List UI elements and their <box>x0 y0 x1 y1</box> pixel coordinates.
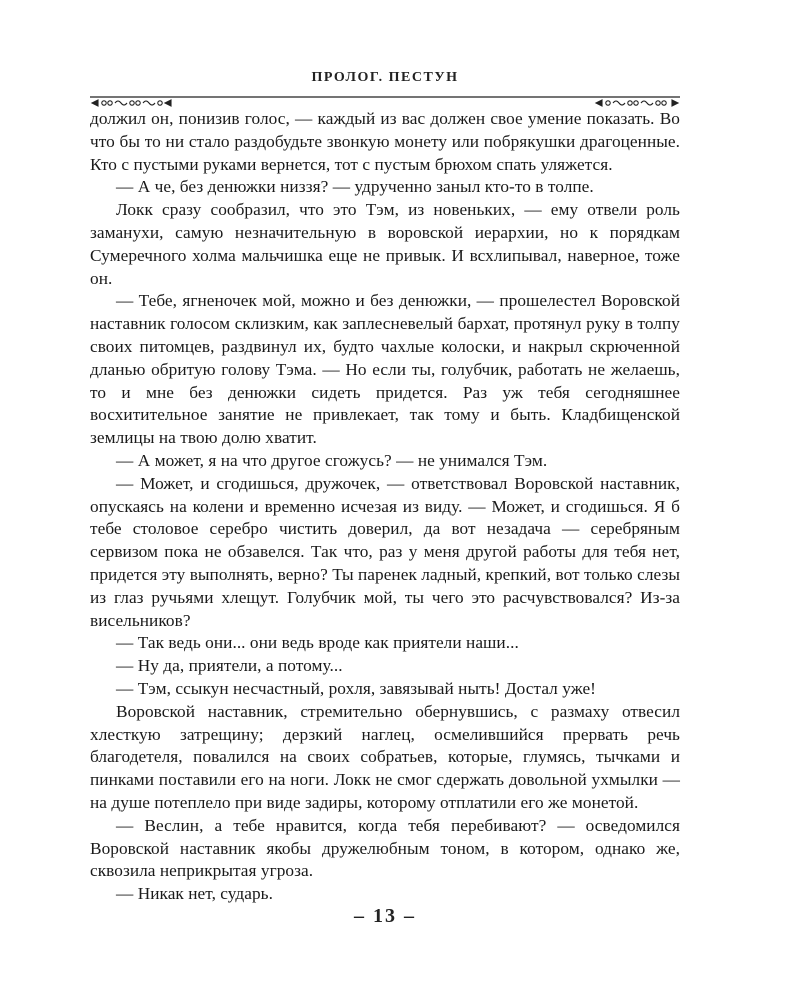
paragraph: — А может, я на что другое сгожусь? — не унимался Тэм. <box>116 450 548 470</box>
paragraph: — Никак нет, сударь. <box>116 884 273 904</box>
paragraph: — Так ведь они... они ведь вроде как приятели наши... <box>116 633 519 653</box>
left-ornament-icon <box>92 100 171 106</box>
paragraph: Воровской наставник, стремительно обернувшись, с размаху отвесил хлесткую затрещину; дерзкий наглец, осмелившийся прервать речь благодетеля, повалился на своих собратьев, которые, глумясь, тычками и пинками поставили его на ноги. Локк не смог сдержать довольной ухмылки — на душе потеплело при виде задиры, которому отплатили его же монетой. <box>90 701 680 812</box>
paragraph: — Ну да, приятели, а потому... <box>116 656 343 676</box>
paragraph: — Тэм, ссыкун несчастный, рохля, завязывай ныть! Достал уже! <box>116 678 596 698</box>
paragraph: — Может, и сгодишься, дружочек, — ответствовал Воровской наставник, опускаясь на колени и временно исчезая из виду. — Может, и сгодишься. Я б тебе столовое серебро чистить доверил, да вот незадача — серебряным сервизом пока не обзавелся. Так что, раз у меня другой работы для тебя нет, придется эту выполнять, верно? Ты паренек ладный, крепкий, вот только слезы из глаз ручьями хлещут. Голубчик мой, ты чего это расчувствовался? Из-за висельников? <box>90 473 680 630</box>
running-header: ПРОЛОГ. ПЕСТУН <box>311 70 459 85</box>
paragraph: — А че, без денюжки низзя? — удрученно заныл кто-то в толпе. <box>116 177 594 197</box>
paragraph: Локк сразу сообразил, что это Тэм, из новеньких, — ему отвели роль заманухи, самую незначительную в воровской иерархии, но к порядкам Сумеречного холма мальчишка еще не привык. И всхлипывал, наверное, тоже он. <box>90 200 680 288</box>
paragraph: — Веслин, а тебе нравится, когда тебя перебивают? — осведомился Воровской наставник якобы дружелюбным тоном, в котором, однако же, сквозила неприкрытая угроза. <box>90 815 680 881</box>
paragraph: должил он, понизив голос, — каждый из вас должен свое умение показать. Во что бы то ни стало раздобудьте звонкую монету или побрякушки драгоценные. Кто с пустыми руками вернется, тот с пустым брюхом спать уляжется. <box>90 109 680 174</box>
body-text <box>90 108 680 906</box>
page-number: – 13 – <box>354 905 416 927</box>
paragraph: — Тебе, ягненочек мой, можно и без денюжки, — прошелестел Воровской наставник голосом склизким, как заплесневелый бархат, протянул руку в толпу своих питомцев, раздвинул их, будто чахлые колоски, и накрыл скрюченной дланью обритую голову Тэма. — Но если ты, голубчик, работать не желаешь, то и мне без денюжки сидеть придется. Раз уж тебя сегодняшнее восхитительное занятие не привлекает, так тому и быть. Кладбищенской землицы на твою долю хватит. <box>90 291 680 448</box>
ornament-rule-icon <box>90 94 680 108</box>
right-ornament-icon <box>596 100 678 106</box>
header-ornament-rule <box>90 94 680 108</box>
